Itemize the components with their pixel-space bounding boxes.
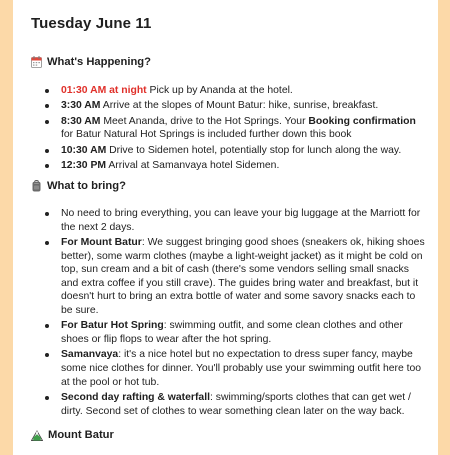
bring-text: : We suggest bringing good shoes (sneakers ok, hiking shoes better), some warm clothes (maybe a light-weight jacket) as it might be cold on top, sun cream and a bit of cash (there's some vendors selling small snacks and extra coffee if you still crave). The guides bring water and breakfast, but it doesn't hurt to bring an extra bottle of water and some savory snacks each to be sure. [61, 236, 425, 316]
bring-label: For Batur Hot Spring [61, 320, 164, 332]
schedule-time: 3:30 AM [61, 100, 101, 112]
bring-text: : swimming outfit, and some clean clothes and other shoes or flip flops to wear after the hot spring. [61, 320, 403, 345]
bring-list [31, 207, 425, 420]
list-item [61, 391, 425, 418]
schedule-text: Arrival at Samanvaya hotel Sidemen. [106, 160, 280, 172]
backpack-icon [31, 180, 42, 192]
bring-text: : it's a nice hotel but no expectation to dress super fancy, maybe some nice clothes for dinner. You'll probably use your swimming outfit here too at the pool or hot tub. [61, 349, 422, 388]
bring-label: For Mount Batur [61, 236, 142, 248]
schedule-time: 10:30 AM [61, 144, 107, 156]
section-heading-label: What's Happening? [47, 56, 151, 68]
mountain-icon [31, 430, 43, 441]
bring-text: No need to bring everything, you can leave your big luggage at the Marriott for the next 2 days. [61, 208, 421, 233]
list-item [61, 84, 425, 98]
schedule-time: 8:30 AM [61, 115, 101, 127]
list-item [61, 115, 425, 142]
page-title: Tuesday June 11 [31, 15, 152, 32]
section-heading-label: What to bring? [47, 180, 126, 192]
document-page [13, 0, 438, 455]
schedule-text: Meet Ananda, drive to the Hot Springs. Your [100, 115, 309, 127]
list-item [61, 144, 425, 158]
bring-label: Samanvaya [61, 349, 119, 361]
list-item [61, 319, 425, 346]
section-heading-bring [31, 180, 126, 192]
schedule-text: for Batur Natural Hot Springs is included further down this book [61, 129, 352, 141]
schedule-text: Pick up by Ananda at the hotel. [146, 85, 293, 96]
schedule-list [31, 84, 425, 175]
bring-label: Second day rafting & waterfall [61, 391, 210, 403]
section-heading-mount-batur [31, 429, 114, 441]
list-item [61, 236, 425, 318]
list-item [61, 99, 425, 113]
list-item [61, 159, 425, 173]
schedule-time: 01:30 AM at night [61, 85, 147, 96]
booking-confirmation-text: Booking confirmation [308, 115, 416, 127]
schedule-time: 12:30 PM [61, 160, 107, 172]
list-item [61, 348, 425, 389]
bring-text: : swimming/sports clothes that can get wet / dirty. Second set of clothes to wear something clean later on the way back. [61, 391, 411, 417]
schedule-text: Drive to Sidemen hotel, potentially stop for lunch along the way. [106, 144, 402, 156]
section-heading-happening [31, 56, 151, 68]
calendar-icon [31, 56, 42, 68]
list-item [61, 207, 425, 234]
section-heading-label: Mount Batur [48, 429, 114, 441]
schedule-text: Arrive at the slopes of Mount Batur: hike, sunrise, breakfast. [100, 100, 379, 112]
